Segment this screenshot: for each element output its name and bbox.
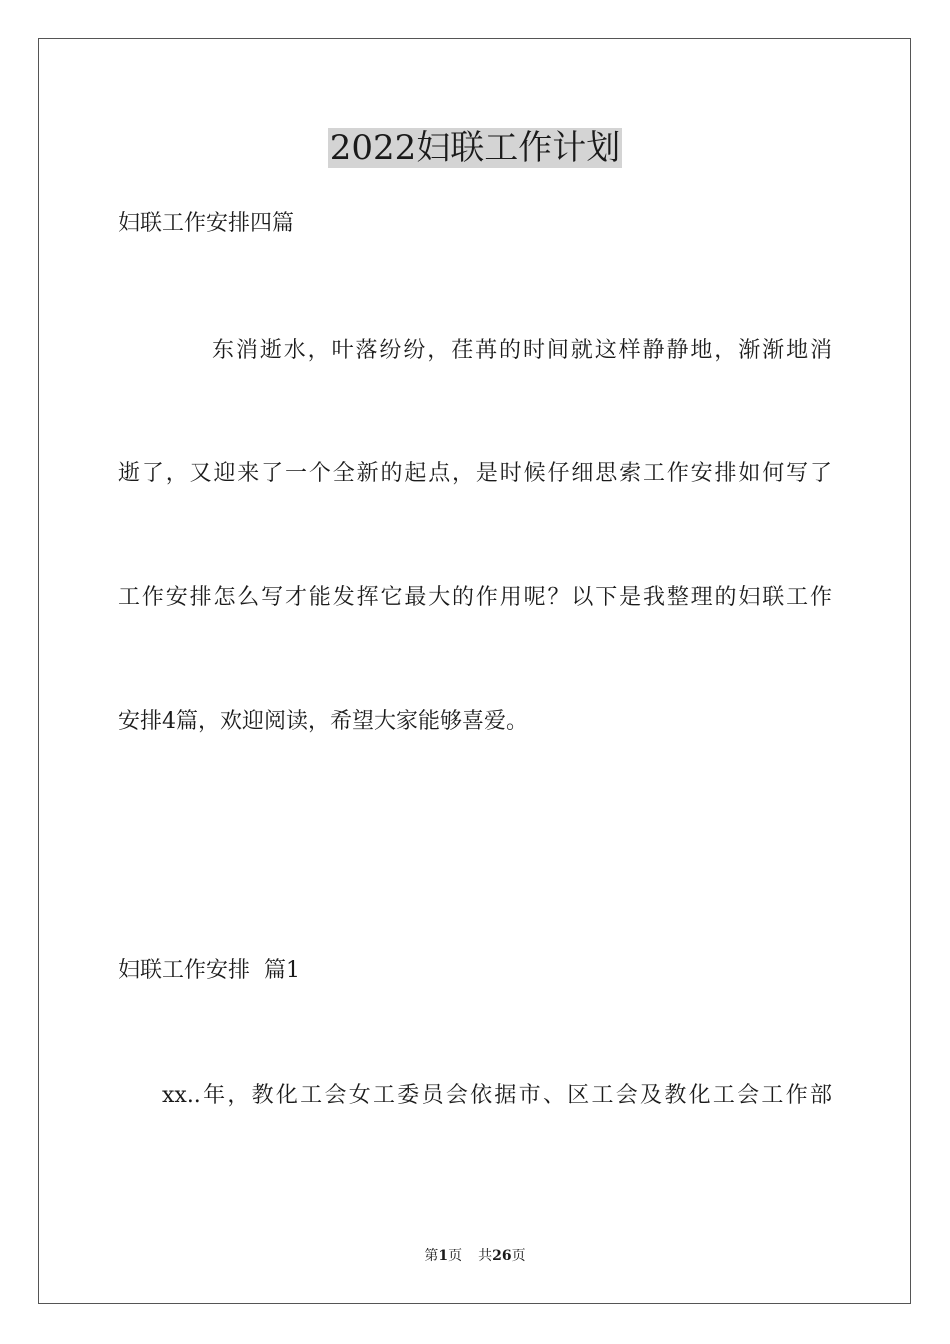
intro-line-3: 工作安排怎么写才能发挥它最大的作用呢？以下是我整理的妇联工作 [118,585,832,610]
footer-page-total: 26 [492,1248,512,1264]
intro-line-4: 安排4篇，欢迎阅读，希望大家能够喜爱。 [118,709,528,734]
intro-line-1: 东消逝水，叶落纷纷，荏苒的时间就这样静静地，渐渐地消 [212,338,832,363]
section-line-1: xx..年，教化工会女工委员会依据市、区工会及教化工会工作部 [162,1083,832,1108]
footer-total-prefix: 共 [478,1248,493,1264]
footer-page-current: 1 [438,1248,449,1264]
footer-total-suffix: 页 [511,1248,526,1264]
intro-line-2: 逝了，又迎来了一个全新的起点，是时候仔细思索工作安排如何写了 [118,461,832,486]
footer-page-suffix: 页 [448,1248,463,1264]
page-footer [0,1247,950,1265]
footer-page-prefix: 第 [424,1248,439,1264]
document-subtitle: 妇联工作安排四篇 [118,211,295,236]
document-title: 2022妇联工作计划 [329,128,621,168]
section-heading: 妇联工作安排 篇1 [118,958,300,983]
